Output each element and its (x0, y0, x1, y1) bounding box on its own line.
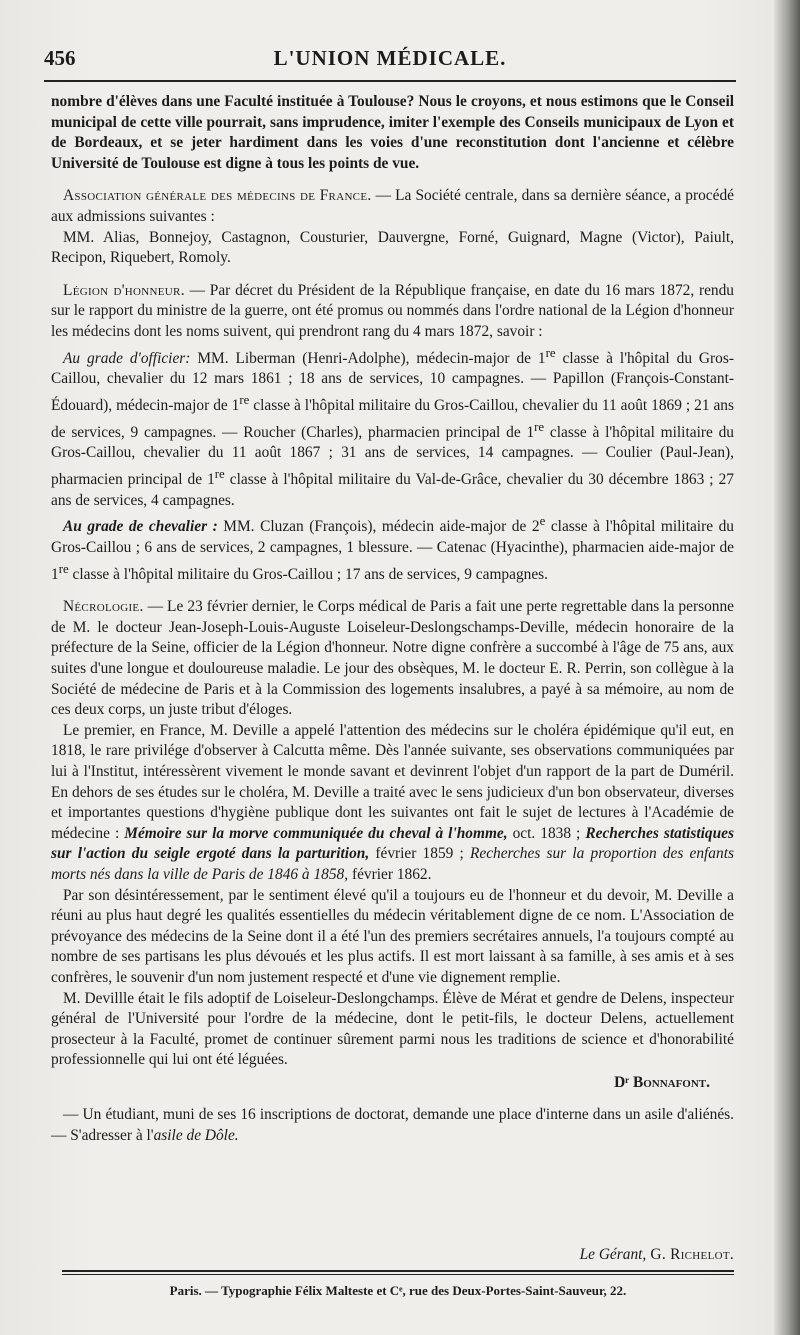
footer-rule-thin (62, 1274, 734, 1275)
necrologie-text: — Le 23 février dernier, le Corps médical de Paris a fait une perte regrettable dans la personne de M. le docteur Jean-Joseph-Louis-Auguste Loiseleur-Deslongschamps-Deville, médecin honoraire de la préfecture de la Seine, officier de la Légion d'honneur. Notre digne confrère a succombé à l'âge de 75 ans, aux suites d'une longue et douloureuse maladie. Le jour des obsèques, M. le docteur E. R. Perrin, son collègue à la Société de médecine de Paris et à la Commission des logements insalubres, a payé à sa mémoire, au nom de ces deux corps, un juste tribut d'éloges. (51, 598, 734, 719)
necrologie-heading: Nécrologie. (63, 598, 144, 616)
chevalier-label: Au grade de chevalier : (63, 518, 218, 536)
etudiant-text: — Un étudiant, muni de ses 16 inscriptions de doctorat, demande une place d'interne dans un asile d'aliénés. — S'adresser à l' (51, 1106, 734, 1145)
premier-text-1: Le premier, en France, M. Deville a appelé l'attention des médecins sur le choléra épidémique qu'il eut, en 1818, le rare privilége d'observer à Calcutta même. Dès l'année suivante, ses observations communiquées par lui à l'Institut, intéressèrent vivement le monde savant et devinrent l'objet d'un rapport de la part de Duméril. En dehors de ses études sur le choléra, M. Deville a traité avec le sens judicieux d'un bon observateur, diverses et importantes questions d'hygiène publique dont les suivantes ont fait le sujet de lectures à l'Académie de médecine : (51, 721, 734, 842)
premier-text-2: oct. 1838 ; (507, 824, 586, 842)
recherches-title-2: Recherches sur la proportion des enfants morts nés dans la ville de Paris de 1846 à 1858, (51, 845, 734, 883)
page-number: 456 (44, 46, 76, 70)
page-header (44, 46, 736, 72)
chevalier-text-2: classe à l'hôpital militaire du Gros-Caillou ; 6 ans de services, 2 campagnes, 1 blessure. — Catenac (Hyacinthe), pharmacien aide-major de 1 (51, 518, 734, 583)
paragraph-association (51, 186, 734, 227)
association-text: — La Société centrale, dans sa dernière séance, a procédé aux admissions suivantes : (51, 187, 734, 225)
chevalier-text-3: classe à l'hôpital militaire du Gros-Caillou ; 17 ans de services, 9 campagnes. (68, 565, 548, 583)
page-binding-shadow (774, 0, 800, 1335)
paragraph-toulouse: nombre d'élèves dans une Faculté instituée à Toulouse? Nous le croyons, et nous estimons que le Conseil municipal de cette ville pourrait, sans imprudence, imiter l'exemple des Conseils municipaux de Lyon et de Bordeaux, et se jeter hardiment dans les voies d'une reconstitution dont l'ancienne et célèbre Université de Toulouse est digne à tous les points de vue. (51, 93, 734, 172)
paragraph-admissions: MM. Alias, Bonnejoy, Castagnon, Cousturier, Dauvergne, Forné, Guignard, Magne (Victor), Paiult, Recipon, Riquebert, Romoly. (51, 228, 734, 267)
superscript: re (239, 392, 250, 407)
article-body (51, 92, 734, 1147)
officier-text-3: classe à l'hôpital militaire du Gros-Caillou, chevalier du 11 août 1869 ; 21 ans de services, 9 campagnes. — Roucher (Charles), pharmacien principal de 1 (51, 396, 734, 441)
memoire-title: Mémoire sur la morve communiquée du cheval à l'homme, (124, 824, 508, 842)
gerant-label: Le Gérant, (579, 1246, 647, 1263)
legion-text: — Par décret du Président de la République française, en date du 16 mars 1872, rendu sur le rapport du ministre de la guerre, ont été promus ou nommés dans l'ordre national de la Légion d'honneur les médecins dont les noms suivent, qui prendront rang du 4 mars 1872, savoir : (51, 281, 735, 340)
paragraph-chevalier (51, 511, 734, 585)
superscript: re (534, 419, 545, 434)
paragraph-officier (51, 343, 734, 512)
gerant-line (580, 1246, 734, 1264)
officier-text-4: classe à l'hôpital militaire du Gros-Caillou, chevalier du 11 août 1867 ; 31 ans de services, 14 campagnes. — Coulier (Paul-Jean), pharmacien principal de 1 (51, 423, 734, 488)
officier-label: Au grade d'officier: (63, 349, 191, 367)
paragraph-etudiant (51, 1105, 734, 1146)
association-heading: Association générale des médecins de France. (63, 187, 372, 205)
officier-text-1: MM. Liberman (Henri-Adolphe), médecin-major de 1 (190, 349, 546, 367)
footer-rule (62, 1270, 734, 1272)
superscript: re (214, 466, 225, 481)
paragraph-necrologie (51, 597, 734, 721)
premier-text-3: février 1859 ; (369, 845, 470, 863)
superscript: re (545, 345, 556, 360)
header-rule (44, 80, 736, 82)
superscript: re (58, 561, 69, 576)
paragraph-devillle: M. Devillle était le fils adoptif de Loiseleur-Deslongchamps. Élève de Mérat et gendre de Delens, inspecteur général de l'Université pour l'ordre de la médecine, dont le petit-fils, le docteur Delens, actuellement prosecteur à la Faculté, promet de continuer sûrement parmi nous les traditions de science et d'honorabilité professionnelle qui lui ont été léguées. (51, 989, 734, 1069)
legion-heading: Légion d'honneur. (63, 281, 185, 299)
paragraph-desinteressement: Par son désintéressement, par le sentiment élevé qu'il a toujours eu de l'honneur et du devoir, M. Deville a réuni au plus haut degré les qualités essentielles du médecin véritablement digne de ce nom. L'Association de prévoyance des médecins de la Seine dont il a été l'un des premiers secrétaires annuels, l'a toujours compté au nombre de ses partisans les plus dévoués et les plus actifs. Il est mort laissant à sa famille, à ses amis et à ses confrères, le souvenir d'un nom justement respecté et d'une vie dignement remplie. (51, 886, 734, 986)
signature: Dʳ Bonnafont. (614, 1073, 710, 1091)
chevalier-text-1: MM. Cluzan (François), médecin aide-major de 2 (217, 518, 540, 536)
paragraph-premier (51, 721, 734, 886)
printer-imprint: Paris. — Typographie Félix Malteste et Cᵉ, rue des Deux-Portes-Saint-Sauveur, 22. (169, 1283, 627, 1298)
etudiant-place: asile de Dôle. (153, 1127, 239, 1145)
gerant-name: G. Richelot. (646, 1246, 734, 1263)
paragraph-legion (51, 281, 734, 343)
officier-text-2: classe à l'hôpital du Gros-Caillou, chevalier du 12 mars 1861 ; 18 ans de services, 10 campagnes. — Papillon (François-Constant-Édouard), médecin-major de 1 (51, 349, 734, 414)
running-title: L'UNION MÉDICALE. (273, 46, 507, 70)
premier-text-4: février 1862. (348, 865, 432, 883)
officier-text-5: classe à l'hôpital militaire du Val-de-Grâce, chevalier du 30 décembre 1863 ; 27 ans de services, 4 campagnes. (51, 471, 734, 509)
superscript: e (539, 514, 546, 529)
recherches-title-1: Recherches statistiques sur l'action du seigle ergoté dans la parturition, (51, 824, 734, 863)
